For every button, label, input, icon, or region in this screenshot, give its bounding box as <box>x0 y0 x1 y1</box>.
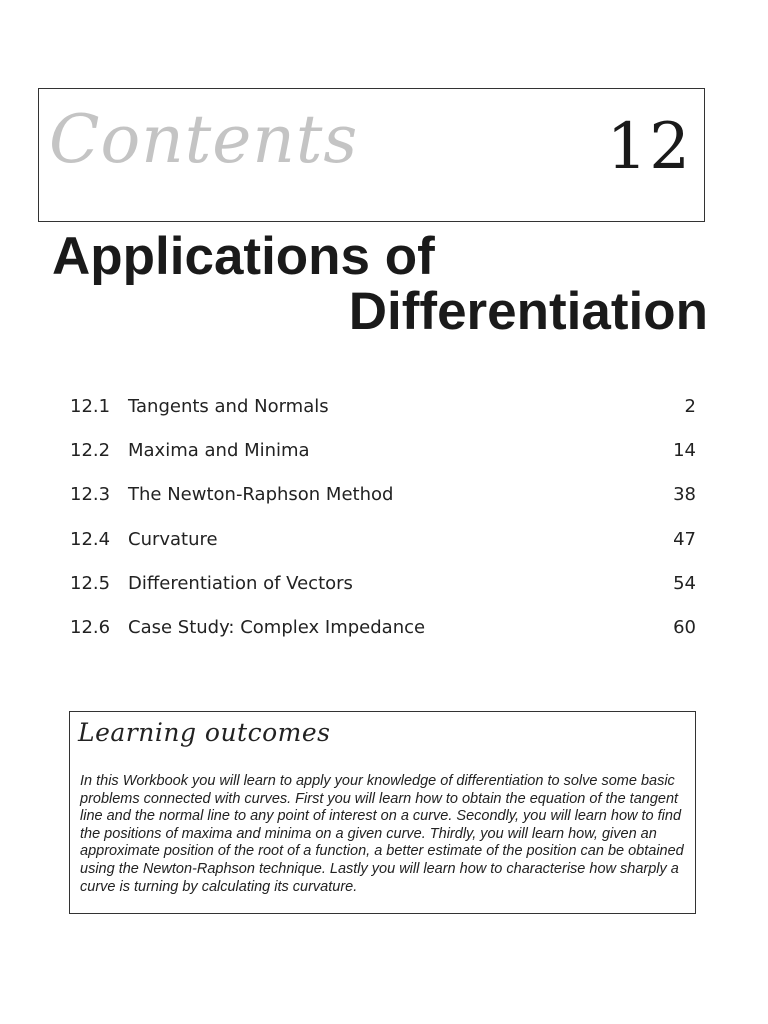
toc-entry[interactable] <box>70 392 696 436</box>
toc-page-number: 60 <box>673 616 696 638</box>
toc-section-number: 12.3 <box>70 484 111 506</box>
learning-outcomes-box <box>69 711 696 914</box>
toc-page-number: 38 <box>673 484 696 506</box>
toc-section-title: Curvature <box>128 528 218 550</box>
learning-outcomes-text: In this Workbook you will learn to apply your knowledge of differentiation to solve some basic problems connected with curves. First you will learn how to obtain the equation of the tangent line and the normal line to any point of interest on a curve. Secondly, you will learn how to find the positions of maxima and minima on a given curve. Thirdly, you will learn how, given an approximate position of the root of a function, a better estimate of the position can be obtained using the Newton-Raphson technique. Lastly you will learn how to characterise how sharply a curve is turning by calculating its curvature. <box>80 773 684 895</box>
toc-section-title: Maxima and Minima <box>128 440 310 462</box>
contents-header-box <box>38 88 705 222</box>
toc-entry[interactable] <box>70 525 696 569</box>
toc-page-number: 2 <box>684 396 696 417</box>
toc-section-title: Differentiation of Vectors <box>128 572 353 594</box>
toc-section-title: The Newton-Raphson Method <box>128 484 394 506</box>
contents-label: Contents <box>49 101 359 178</box>
table-of-contents <box>70 392 696 657</box>
toc-section-number: 12.1 <box>70 396 111 417</box>
toc-section-number: 12.4 <box>70 528 111 550</box>
toc-entry[interactable] <box>70 436 696 480</box>
toc-entry[interactable] <box>70 480 696 524</box>
toc-entry[interactable] <box>70 613 696 657</box>
toc-section-number: 12.2 <box>70 440 111 462</box>
toc-section-number: 12.6 <box>70 616 111 638</box>
toc-section-title: Case Study: Complex Impedance <box>128 616 426 638</box>
toc-page-number: 14 <box>673 440 696 462</box>
toc-section-number: 12.5 <box>70 572 111 594</box>
toc-page-number: 54 <box>673 572 696 594</box>
chapter-title-line2: Differentiation <box>348 282 708 341</box>
chapter-title-line1: Applications of <box>52 227 435 286</box>
learning-outcomes-heading: Learning outcomes <box>78 718 331 747</box>
chapter-number: 12 <box>606 110 692 184</box>
toc-page-number: 47 <box>673 528 696 550</box>
toc-entry[interactable] <box>70 569 696 613</box>
toc-section-title: Tangents and Normals <box>128 396 329 417</box>
